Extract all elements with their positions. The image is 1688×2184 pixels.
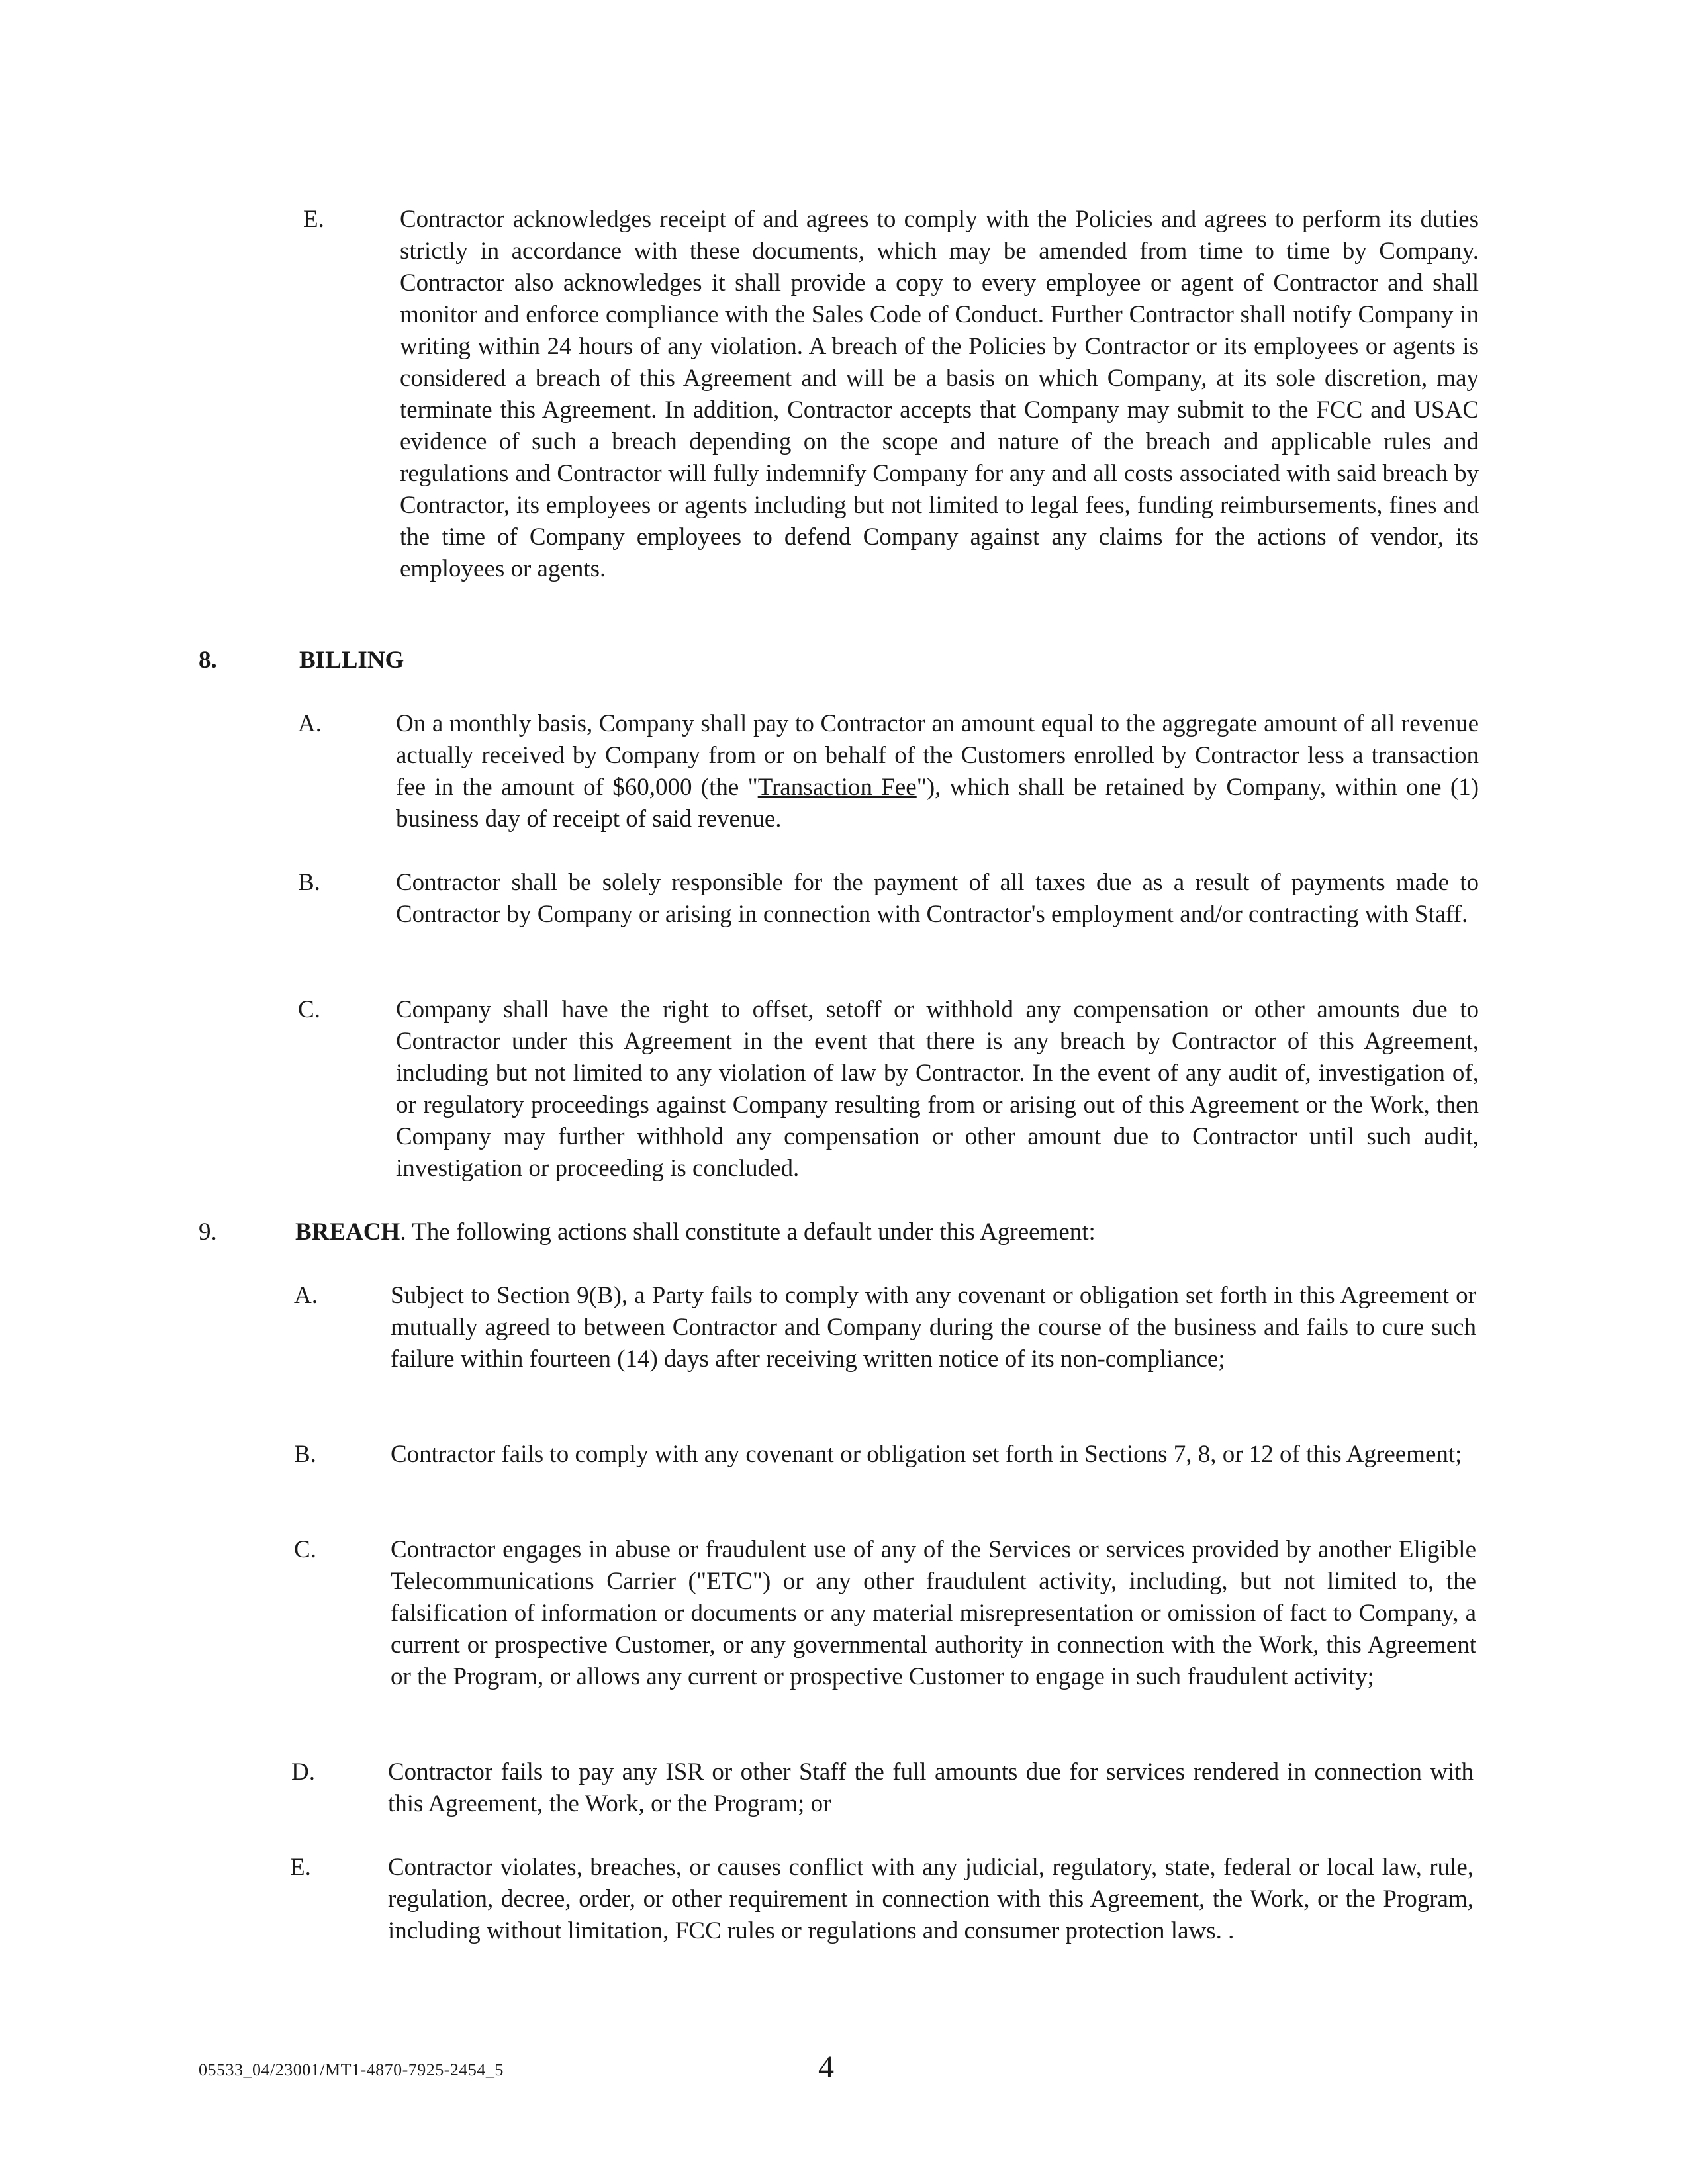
section9-item-d-text: Contractor fails to pay any ISR or other Staff the full amounts due for services rendered in connection with this Agreement, the Work, or the Program; or [388,1758,1474,1817]
page-number: 4 [818,2050,834,2085]
section9-item-b-text: Contractor fails to comply with any covenant or obligation set forth in Sections 7, 8, or 12 of this Agreement; [391,1441,1462,1468]
section8-item-a-letter: A. [298,710,322,737]
section9-title: BREACH [295,1218,400,1246]
section9-item-e-letter: E. [290,1854,311,1881]
section9-item-a-text: Subject to Section 9(B), a Party fails to comply with any covenant or obligation set forth in this Agreement or mutually agreed to between Contractor and Company during the course of the business and fails to cure such failure within fourteen (14) days after receiving written notice of its non-compliance; [391,1282,1476,1373]
section8-item-c-letter: C. [298,996,320,1023]
section8-item-b-letter: B. [298,869,320,896]
section7-item-e-text: Contractor acknowledges receipt of and agrees to comply with the Policies and agrees to perform its duties strictly in accordance with these documents, which may be amended from time to time by Company. Contractor also acknowledges it shall provide a copy to every employee or agent of Contractor and shall monitor and enforce compliance with the Sales Code of Conduct. Further Contractor shall notify Company in writing within 24 hours of any violation. A breach of the Policies by Contractor or its employees or agents is considered a breach of this Agreement and will be a basis on which Company, at its sole discretion, may terminate this Agreement. In addition, Contractor accepts that Company may submit to the FCC and USAC evidence of such a breach depending on the scope and nature of the breach and applicable rules and regulations and Contractor will fully indemnify Company for any and all costs associated with said breach by Contractor, its employees or agents including but not limited to legal fees, funding reimbursements, fines and the time of Company employees to defend Company against any claims for the actions of vendor, its employees or agents. [400,206,1479,582]
transaction-fee-defined-term: Transaction Fee [757,774,917,801]
section9-item-c-text: Contractor engages in abuse or fraudulent use of any of the Services or services provided by another Eligible Telecommunications Carrier ("ETC") or any other fraudulent activity, including, but not limited to, the falsification of information or documents or any material misrepresentation or omission of fact to Company, a current or prospective Customer, or any governmental authority in connection with the Work, this Agreement or the Program, or allows any current or prospective Customer to engage in such fraudulent activity; [391,1536,1476,1690]
section8-item-a-text-after: "), which shall be retained by Company, within one (1) business day of receipt of said revenue. [396,774,1479,833]
section8-item-a-text-before: On a monthly basis, Company shall pay to Contractor an amount equal to the aggregate amount of all revenue actually received by Company from or on behalf of the Customers enrolled by Contractor less a transaction fee in the amount of $60,000 (the " [396,710,1479,801]
section9-number: 9. [199,1218,217,1246]
section9-item-d-letter: D. [291,1758,315,1786]
section9-heading-line [295,1216,1487,1248]
section9-item-a-letter: A. [294,1282,318,1309]
section8-number: 8. [199,647,217,674]
section8-item-c-text: Company shall have the right to offset, setoff or withhold any compensation or other amounts due to Contractor under this Agreement in the event that there is any breach by Contractor of this Agreement, including but not limited to any violation of law by Contractor. In the event of any audit of, investigation of, or regulatory proceedings against Company resulting from or arising out of this Agreement or the Work, then Company may further withhold any compensation or other amount due to Contractor until such audit, investigation or proceeding is concluded. [396,996,1479,1182]
section7-item-e-letter: E. [303,206,324,233]
section8-item-a-text [396,708,1479,835]
section9-item-b-letter: B. [294,1441,316,1468]
section9-intro: . The following actions shall constitute a default under this Agreement: [400,1218,1096,1246]
footer-document-id: 05533_04/23001/MT1-4870-7925-2454_5 [199,2060,504,2079]
section8-title: BILLING [299,647,404,674]
section8-item-b-text: Contractor shall be solely responsible for the payment of all taxes due as a result of payments made to Contractor by Company or arising in connection with Contractor's employment and/or contracting with Staff. [396,869,1479,928]
section9-item-e-text: Contractor violates, breaches, or causes conflict with any judicial, regulatory, state, federal or local law, rule, regulation, decree, order, or other requirement in connection with this Agreement, the Work, or the Program, including without limitation, FCC rules or regulations and consumer protection laws. . [388,1854,1474,1944]
section9-item-c-letter: C. [294,1536,316,1563]
